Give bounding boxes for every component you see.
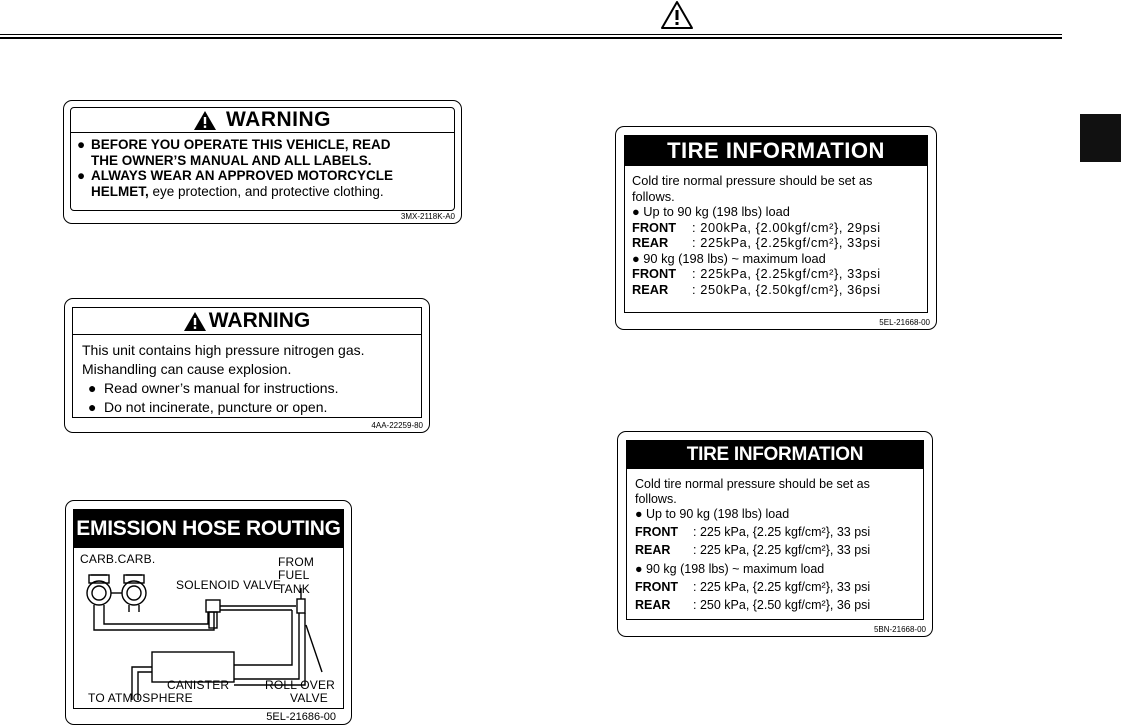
tire-info-label-b [617, 431, 933, 637]
label-code: 3MX-2118K-A0 [400, 212, 455, 221]
carb-label: CARB.CARB. [80, 552, 156, 566]
warning-title: WARNING [71, 108, 454, 133]
warning-line-2: ● ALWAYS WEAR AN APPROVED MOTORCYCLE HELMET, eye protection, and protective clothing. [77, 168, 394, 199]
tire-intro: Cold tire normal pressure should be set as [635, 477, 870, 491]
atmosphere-label: TO ATMOSPHERE [88, 691, 193, 705]
nitrogen-bullet-1: ● Read owner’s manual for instructions. [88, 380, 339, 396]
load-heading-1: ● Up to 90 kg (198 lbs) load [635, 507, 790, 521]
tire-title: TIRE INFORMATION [625, 136, 927, 166]
header-rule-thin [0, 34, 1062, 35]
solenoid-label: SOLENOID VALVE [176, 578, 282, 592]
label-code: 4AA-22259-80 [371, 421, 423, 430]
warning-label-general [63, 100, 462, 224]
front-row-1: FRONT : 225 kPa, {2.25 kgf/cm²}, 33 psi [635, 525, 871, 539]
tire-info-label-a [615, 126, 937, 330]
nitrogen-line-1: This unit contains high pressure nitrogen gas. [82, 342, 365, 358]
rear-row-1: REAR : 225kPa, {2.25kgf/cm²}, 33psi [632, 235, 881, 250]
rear-row-2: REAR : 250 kPa, {2.50 kgf/cm²}, 36 psi [635, 598, 871, 612]
warning-triangle-icon [184, 312, 206, 331]
warning-label-nitrogen [64, 298, 430, 433]
canister-label: CANISTER [167, 678, 230, 692]
valve-label: VALVE [290, 691, 328, 705]
header-warning-icon [660, 0, 694, 30]
nitrogen-bullet-2: ● Do not incinerate, puncture or open. [88, 399, 328, 415]
rear-row-1: REAR : 225 kPa, {2.25 kgf/cm²}, 33 psi [635, 543, 871, 557]
emission-hose-label [65, 500, 352, 725]
header-rule [0, 37, 1062, 39]
front-row-1: FRONT : 200kPa, {2.00kgf/cm²}, 29psi [632, 219, 881, 235]
tire-title: TIRE INFORMATION [627, 441, 923, 469]
emission-title: EMISSION HOSE ROUTING [74, 510, 343, 548]
warning-triangle-icon [194, 111, 216, 130]
tire-intro-2: follows. [635, 492, 677, 506]
tire-intro-2: follows. [632, 188, 675, 204]
label-code: 5EL-21686-00 [266, 711, 336, 723]
load-heading-1: ● Up to 90 kg (198 lbs) load [632, 204, 790, 219]
tire-intro: Cold tire normal pressure should be set as [632, 173, 873, 188]
nitrogen-line-2: Mishandling can cause explosion. [82, 361, 292, 377]
from-label: FROM [278, 555, 315, 569]
fuel-tank-label: FUEL TANK [278, 568, 310, 596]
load-heading-2: ● 90 kg (198 lbs) ~ maximum load [632, 250, 826, 266]
roll-over-label: ROLL OVER [265, 678, 336, 692]
warning-line-1: ● BEFORE YOU OPERATE THIS VEHICLE, READ THE OWNER’S MANUAL AND ALL LABELS. [77, 137, 391, 168]
label-code: 5EL-21668-00 [879, 318, 930, 327]
rear-row-2: REAR : 250kPa, {2.50kgf/cm²}, 36psi [632, 281, 881, 297]
chapter-tab [1080, 114, 1121, 162]
warning-title: WARNING [73, 308, 421, 335]
front-row-2: FRONT : 225 kPa, {2.25 kgf/cm²}, 33 psi [635, 580, 871, 594]
label-code: 5BN-21668-00 [873, 625, 926, 634]
load-heading-2: ● 90 kg (198 lbs) ~ maximum load [635, 562, 825, 576]
front-row-2: FRONT : 225kPa, {2.25kgf/cm²}, 33psi [632, 266, 881, 281]
